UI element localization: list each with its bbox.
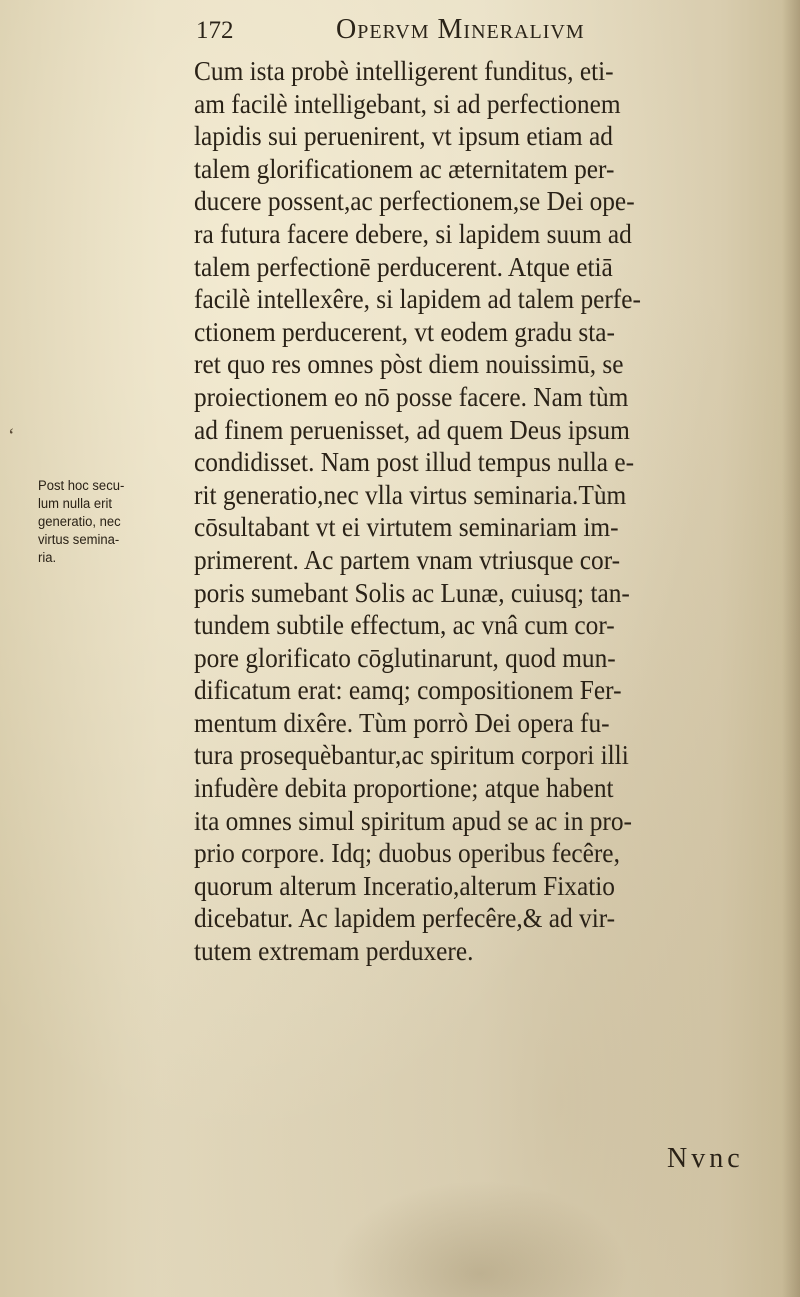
main-text-block bbox=[160, 55, 800, 968]
text-line: Cum ista probè intelligerent funditus, eti- bbox=[194, 55, 614, 86]
catchword: Nvnc bbox=[667, 1143, 744, 1174]
margin-note-line: generatio, nec bbox=[38, 514, 121, 529]
text-line: tura prosequèbantur,ac spiritum corpori illi bbox=[194, 739, 629, 771]
text-line: proiectionem eo nō posse facere. Nam tùm bbox=[194, 380, 629, 412]
margin-note-line: virtus semina- bbox=[38, 532, 120, 547]
text-line: tundem subtile effectum, ac vnâ cum cor- bbox=[194, 609, 615, 641]
text-line: poris sumebant Solis ac Lunæ, cuiusq; tan- bbox=[194, 576, 630, 608]
text-line: ctionem perducerent, vt eodem gradu sta- bbox=[194, 315, 615, 347]
text-line: primerent. Ac partem vnam vtriusque cor- bbox=[194, 543, 621, 575]
text-line: mentum dixêre. Tùm porrò Dei opera fu- bbox=[194, 706, 610, 738]
page-number: 172 bbox=[196, 17, 234, 44]
text-line: talem glorificationem ac æternitatem per- bbox=[194, 152, 615, 184]
text-line: condidisset. Nam post illud tempus nulla e- bbox=[194, 446, 635, 478]
text-line: lapidis sui peruenirent, vt ipsum etiam ad bbox=[194, 120, 613, 152]
text-line: ret quo res omnes pòst diem nouissimū, se bbox=[194, 348, 624, 380]
text-line: am facilè intelligebant, si ad perfectionem bbox=[194, 87, 621, 119]
page-header bbox=[196, 14, 696, 54]
text-line: facilè intellexêre, si lapidem ad talem perfe- bbox=[194, 283, 641, 315]
text-line: pore glorificato cōglutinarunt, quod mun- bbox=[194, 641, 616, 673]
text-line: infudère debita proportione; atque habent bbox=[194, 772, 614, 804]
text-line: ita omnes simul spiritum apud se ac in pro- bbox=[194, 804, 632, 836]
text-line: rit generatio,nec vlla virtus seminaria.Tùm bbox=[194, 478, 627, 510]
text-line: prio corpore. Idq; duobus operibus fecêre, bbox=[194, 837, 620, 869]
text-line: ducere possent,ac perfectionem,se Dei ope- bbox=[194, 185, 635, 217]
margin-tick-mark: ʻ bbox=[8, 425, 15, 447]
margin-note-line: Post hoc secu- bbox=[38, 478, 125, 493]
text-line: ra futura facere debere, si lapidem suum ad bbox=[194, 217, 632, 249]
margin-note-line: lum nulla erit bbox=[38, 496, 112, 511]
margin-note-line: ria. bbox=[38, 550, 57, 565]
running-head: Opervm Mineralivm bbox=[336, 14, 585, 45]
text-line: tutem extremam perduxere. bbox=[194, 935, 474, 967]
text-line: ad finem peruenisset, ad quem Deus ipsum bbox=[194, 413, 630, 445]
text-line: cōsultabant vt ei virtutem seminariam im- bbox=[194, 511, 619, 543]
text-line: dificatum erat: eamq; compositionem Fer- bbox=[194, 674, 622, 706]
text-line: talem perfectionē perducerent. Atque etiā bbox=[194, 250, 613, 282]
paper-stain bbox=[330, 1180, 630, 1297]
text-line: quorum alterum Inceratio,alterum Fixatio bbox=[194, 869, 615, 901]
text-line: dicebatur. Ac lapidem perfecêre,& ad vir- bbox=[194, 902, 616, 934]
